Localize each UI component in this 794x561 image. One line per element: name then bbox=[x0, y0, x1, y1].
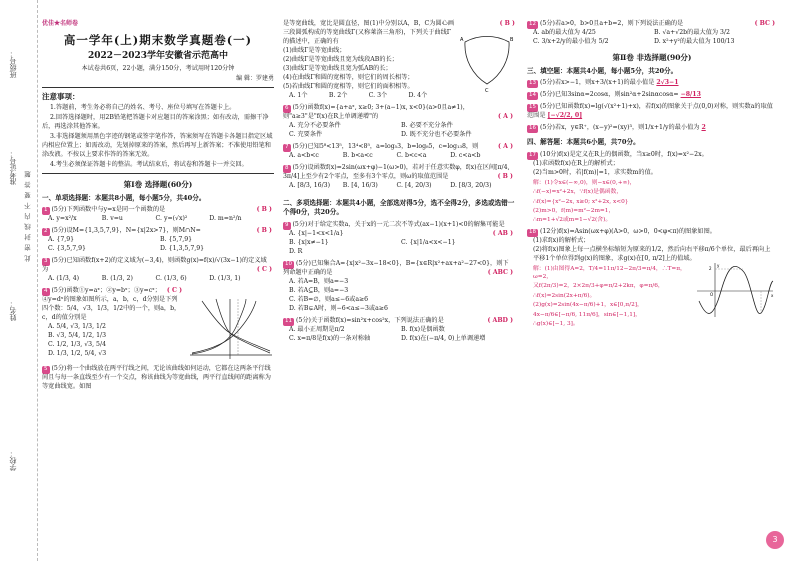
question-number: 3 bbox=[44, 258, 48, 265]
option: D. (1/3, 1) bbox=[209, 275, 241, 283]
question-number: 14 bbox=[529, 92, 536, 99]
option: A. {x|−1<x<1/a} bbox=[289, 229, 344, 237]
option: B. 若A⊆B，则a=−3 bbox=[289, 286, 349, 294]
option: A. 1个 bbox=[289, 91, 308, 99]
answer: ( C ) bbox=[166, 287, 182, 295]
question-7 bbox=[283, 143, 515, 161]
column-2 bbox=[283, 20, 515, 550]
notes-title: 注意事项： bbox=[42, 92, 80, 102]
question-text: 是等宽曲线，宽比是圆直径，图(1)中分别以A，B，C为圆心画三段圆弧构成的等宽曲线Γ(又称莱洛三角形)，下列关于曲线Γ的描述中，正确的有 bbox=[283, 20, 455, 45]
question-number: 15 bbox=[529, 104, 536, 111]
answer: ( B ) bbox=[499, 20, 515, 27]
question-18 bbox=[527, 228, 777, 329]
option: D. {1,3,5,7,9} bbox=[160, 245, 205, 253]
svg-text:y: y bbox=[717, 262, 720, 268]
solution-line: ∴f(−x)=x²+2x，∵f(x)是偶函数， bbox=[533, 189, 623, 196]
question-6 bbox=[283, 104, 515, 140]
option: B. 必要不充分条件 bbox=[401, 121, 453, 129]
exam-title: 高一学年(上)期末数学真题卷(一) bbox=[63, 32, 253, 47]
seal-line-text: 此 密 封 线 内 不 要 答 题 bbox=[24, 170, 32, 263]
sub-question: (2)当m>0时，若|f(m)|=1，求实数m的值。 bbox=[533, 168, 657, 176]
option: B. f(x)是偶函数 bbox=[401, 325, 445, 333]
option: D. 若B⊊A时，则−6<a≤−3或a≥6 bbox=[289, 304, 388, 312]
question-number: 1 bbox=[44, 207, 48, 214]
question-text: (10分)f(x)是定义在R上的偶函数，当x≥0时，f(x)=x²−2x。 bbox=[540, 150, 708, 158]
option: C. [4, 20/3) bbox=[396, 181, 432, 189]
option: D. c<a<b bbox=[450, 151, 481, 159]
question-12 bbox=[527, 20, 777, 47]
divider bbox=[42, 87, 274, 88]
question-number: 9 bbox=[285, 221, 289, 228]
answer: ( ABD ) bbox=[487, 316, 513, 324]
note-item: 2.回答选择题时，用2B铅笔把答题卡对应题目的答案涂黑；如有改动，需擦干净后，再选涂其他答案。 bbox=[42, 113, 269, 130]
option: A. 充分不必要条件 bbox=[289, 121, 341, 129]
question-text: (5分)已知函数f(x+2)的定义域为(−3,4)，则函数g(x)=f(x)/√(3x−1)的定义域为 bbox=[42, 257, 267, 274]
answer-blank: 2√3−1 bbox=[656, 79, 679, 87]
solve-title: 四、解答题：本题共6小题，共70分。 bbox=[527, 138, 640, 147]
exam-info: 本试卷共6页，22小题，满分150分，考试用时120分钟 bbox=[81, 65, 235, 73]
option: B. 2个 bbox=[328, 91, 348, 99]
option: C. 充要条件 bbox=[289, 130, 323, 138]
question-4 bbox=[42, 287, 274, 359]
solution-line: ∴g(x)∈[−1, 3]。 bbox=[533, 321, 579, 328]
question-number: 16 bbox=[529, 125, 536, 132]
question-number: 7 bbox=[285, 143, 289, 150]
option: C. (1/3, 6) bbox=[155, 275, 187, 283]
note-item: 1.答题前，考生务必将自己的姓名、考号、座位号填写在答题卡上。 bbox=[50, 103, 236, 111]
answer: ( ABC ) bbox=[487, 268, 513, 276]
answer: ( B ) bbox=[256, 206, 272, 214]
question-10 bbox=[283, 260, 515, 314]
page-number: 3 bbox=[766, 531, 784, 549]
solution-line: (2)m>0，f(m)=m²−2m=1， bbox=[533, 207, 615, 214]
question-13 bbox=[527, 79, 777, 88]
answer: ( A ) bbox=[498, 112, 513, 120]
question-11 bbox=[283, 317, 515, 344]
label-school: 学校： bbox=[9, 450, 17, 471]
option: C. y=(√x)² bbox=[155, 215, 188, 223]
answer-blank: −8/13 bbox=[680, 91, 701, 99]
option: C. 若B=∅，则a≤−6或a≥6 bbox=[289, 295, 369, 303]
question-number: 6 bbox=[285, 104, 289, 111]
option: C. 1/2, 1/3, √3, 5/4 bbox=[48, 341, 107, 349]
statement: (1)曲线Γ是等宽曲线； bbox=[283, 46, 346, 54]
binding-strip bbox=[0, 0, 38, 561]
solution-line: ∴m=1+√2或m=1−√2(舍)。 bbox=[533, 217, 612, 224]
option: A. a<b<c bbox=[289, 151, 319, 159]
solution-line: 解：(1)由图得A=2，T/4=11π/12−2π/3=π/4，∴T=π，ω=2， bbox=[533, 265, 686, 281]
multi-choice-title: 二、多项选择题：本题共4小题，全部选对得5分，选不全得2分，多选或选错一个得0分，共20分。 bbox=[283, 198, 515, 217]
svg-text:A: A bbox=[460, 37, 464, 43]
question-9 bbox=[283, 221, 515, 257]
sine-graph bbox=[695, 261, 775, 319]
sub-question: (1)求f(x)的解析式； bbox=[533, 236, 590, 244]
solution-line: ∴f(x)=2sin(2x+π/6)。 bbox=[533, 292, 596, 299]
reuleaux-triangle-figure bbox=[459, 32, 515, 102]
statement: (3)曲线Γ是等宽曲线且宽为弧AB的长； bbox=[283, 64, 392, 72]
question-text: (5分)函数①y=aˣ；②y=bˣ；③y=cˣ；④y=dˣ的图象如图所示，a，b，c，d分别是下列四个数：5/4，√3，1/3，1/2中的一个，则a，b，c，d的值分别是 bbox=[42, 287, 181, 322]
column-1 bbox=[42, 20, 274, 550]
question-17 bbox=[527, 151, 777, 225]
option: C. 3/x+2/y的最小值为 5/2 bbox=[533, 37, 609, 45]
question-text: (5分)已知5⁸<13⁵，13⁴<8⁵，a=log₅3，b=log₈5，c=log₁₃8，则 bbox=[292, 142, 479, 150]
question-5 bbox=[42, 365, 274, 392]
option: A. ab的最大值为 4/25 bbox=[533, 28, 596, 36]
part2-title: 第Ⅱ卷 非选择题(90分) bbox=[612, 52, 692, 62]
question-text: (5分)关于函数f(x)=sin²x+cos²x，下列说法正确的是 bbox=[296, 316, 444, 324]
solution-line: 解：(1)令x∈(−∞,0)，则−x∈(0,+∞)， bbox=[533, 179, 636, 186]
question-text: (5分)已知集合A={x|x²−3x−18<0}，B={x∈R|x²+ax+a²−27<0}，则下列命题中正确的是 bbox=[283, 259, 509, 276]
option: C. x=π/8是f(x)的一条对称轴 bbox=[289, 334, 371, 342]
statement: (2)曲线Γ是等宽曲线且宽为线段AB的长； bbox=[283, 55, 398, 63]
option: C. 3个 bbox=[368, 91, 388, 99]
option: B. v=u bbox=[101, 215, 123, 223]
option: B. b<a<c bbox=[342, 151, 373, 159]
question-text: (5分)对于给定实数a，关于x的一元二次不等式(ax−1)(x+1)<0的解集可能是 bbox=[292, 220, 505, 228]
question-text: (5分)已知函数f(x)=lg(√(x²+1)+x)，若f(x)的图象关于点(0,0)对称，则实数a的取值范围是 bbox=[527, 103, 773, 120]
option: C. {3,5,7,9} bbox=[48, 245, 86, 253]
question-number: 12 bbox=[529, 21, 536, 27]
option: A. (1/3, 4) bbox=[48, 275, 80, 283]
svg-text:x: x bbox=[771, 292, 774, 298]
question-16 bbox=[527, 124, 777, 133]
answer: ( BC ) bbox=[754, 20, 775, 27]
option: C. b<c<a bbox=[396, 151, 427, 159]
question-number: 8 bbox=[285, 164, 289, 171]
answer: ( AB ) bbox=[492, 229, 513, 237]
sub-question: (2)将f(x)图象上每一点横坐标缩短为原来的1/2，然后向右平移π/6个单位，最后再向上平移1个单位得到g(x)的图象，求g(x)在[0, π/2]上的值域。 bbox=[533, 245, 771, 262]
question-text: (5分)将一个曲线放在两平行线之间，无论该曲线如何运动，它都在这两条平行线间且与每一条直线至少有一个交点，称该曲线为等宽曲线，两平行直线间的距离称为等宽曲线宽。如图 bbox=[42, 365, 271, 390]
answer: ( C ) bbox=[256, 266, 272, 274]
option: A. {7,9} bbox=[48, 236, 75, 244]
statement: (5)若曲线Γ和圆的宽相等，则它们的面积相等。 bbox=[283, 82, 414, 90]
question-1 bbox=[42, 206, 274, 224]
svg-text:B: B bbox=[510, 37, 514, 43]
editor-credit: 编 辑：罗建勇 bbox=[236, 75, 274, 83]
option: D. f(x)在(−π/4, 0)上单调递增 bbox=[401, 334, 486, 342]
note-item: 3.非选择题须用黑色字迹的钢笔或签字笔作答，答案须写在答题卡各题目指定区域内相应位置上；如需改动，先划掉原来的答案，然后再写上新答案；不准使用铅笔和涂改液。不按以上要求作答的答案无效。 bbox=[42, 132, 273, 158]
option: A. y=x²/x bbox=[48, 215, 77, 223]
option: B. (1/3, 2) bbox=[101, 275, 133, 283]
question-number: 10 bbox=[285, 260, 292, 267]
option: B. [4, 16/3) bbox=[342, 181, 378, 189]
option: A. 5/4, √3, 1/3, 1/2 bbox=[48, 323, 106, 331]
question-number: 13 bbox=[529, 80, 536, 87]
question-number: 5 bbox=[44, 366, 48, 373]
solution-line: 4x−π/6∈[−π/6, 11π/6]，sin∈[−1,1]， bbox=[533, 311, 641, 318]
divider bbox=[42, 173, 274, 174]
solution-line: 又f(2π/3)=2，2×2π/3+φ=π/2+2kπ，φ=π/6， bbox=[533, 283, 664, 290]
option: D. 1/3, 1/2, 5/4, √3 bbox=[48, 350, 107, 358]
question-15 bbox=[527, 103, 777, 121]
option: B. √3, 5/4, 1/2, 1/3 bbox=[48, 332, 107, 340]
option: D. m=n²/n bbox=[209, 215, 242, 223]
question-14 bbox=[527, 91, 777, 100]
option: C. {x|1/a<x<−1} bbox=[401, 238, 456, 246]
label-class: 班级号： bbox=[9, 50, 17, 78]
question-text: (5分)若x，y∈R⁺，(x−y)²=(xy)³，则1/x+1/y的最小值为 bbox=[540, 124, 700, 132]
svg-text:2: 2 bbox=[709, 265, 712, 271]
note-item: 4.考生必须保证答题卡的整洁。考试结束后，将试卷和答题卡一并交回。 bbox=[50, 160, 248, 168]
single-choice-title: 一、单项选择题：本题共8小题，每小题5分，共40分。 bbox=[42, 193, 206, 202]
answer: ( B ) bbox=[256, 227, 272, 235]
question-text: (5分)若x>−1，则x+3/(x+1)的最小值是 bbox=[540, 79, 655, 87]
statement: (4)在曲线Γ和圆的宽相等，则它们的周长相等； bbox=[283, 73, 414, 81]
question-3 bbox=[42, 257, 274, 284]
brand-label: 优佳★名师卷 bbox=[42, 20, 79, 27]
question-text: (5分)下列函数中与y=x是同一个函数的是 bbox=[51, 206, 166, 214]
question-number: 4 bbox=[44, 288, 48, 295]
label-name: 姓名： bbox=[9, 300, 17, 321]
question-number: 2 bbox=[44, 228, 48, 235]
option: D. 既不充分也不必要条件 bbox=[401, 130, 472, 138]
solution-line: ∴f(x)={x²−2x, x≥0; x²+2x, x<0} bbox=[533, 198, 629, 205]
svg-text:O: O bbox=[710, 291, 714, 297]
question-text: (12分)f(x)=Asin(ωx+φ)(A>0，ω>0，0<φ<π)的图象如图。 bbox=[540, 227, 716, 235]
sub-question: (1)求函数f(x)在R上的解析式； bbox=[533, 159, 619, 167]
label-exam-id: 准考证号： bbox=[9, 150, 17, 185]
answer: ( B ) bbox=[497, 172, 513, 180]
option: A. 若A=B，则a=−3 bbox=[289, 277, 349, 285]
question-text: (5分)已知3sinα=2cosα，则sin²α+2sinαcosα= bbox=[540, 91, 679, 99]
exponential-graph bbox=[186, 297, 274, 363]
question-2 bbox=[42, 227, 274, 254]
question-text: (5分)若a>0，b>0且a+b=2，则下列说法正确的是 bbox=[540, 20, 684, 27]
answer: ( A ) bbox=[498, 142, 513, 150]
option: D. R bbox=[289, 247, 303, 255]
option: D. [8/3, 20/3) bbox=[450, 181, 492, 189]
part1-title: 第Ⅰ卷 选择题(60分) bbox=[123, 179, 193, 189]
exam-subtitle: 2022－2023学年安徽省示范高中 bbox=[87, 51, 229, 62]
option: D. 4个 bbox=[408, 91, 428, 99]
option: B. {x|x≠−1} bbox=[289, 238, 329, 246]
option: A. [8/3, 16/3) bbox=[289, 181, 331, 189]
question-8 bbox=[283, 164, 515, 191]
option: A. 最小正周期是π/2 bbox=[289, 325, 345, 333]
answer-blank: 2 bbox=[701, 124, 706, 132]
solution-line: (2)g(x)=2sin(4x−π/6)+1，x∈[0,π/2]， bbox=[533, 302, 643, 309]
question-number: 17 bbox=[529, 151, 536, 158]
question-number: 11 bbox=[285, 317, 292, 324]
question-number: 18 bbox=[529, 228, 536, 235]
svg-text:C: C bbox=[485, 88, 489, 94]
fill-blank-title: 三、填空题：本题共4小题，每小题5分，共20分。 bbox=[527, 66, 678, 75]
question-text: (5分)设M={1,3,5,7,9}，N={x|2x>7}，则M∩N= bbox=[51, 227, 201, 235]
option: B. √a+√2b的最大值为 3/2 bbox=[654, 28, 730, 36]
option: D. x²+y²的最大值为 100/13 bbox=[654, 37, 735, 45]
question-5-continued bbox=[283, 20, 515, 101]
column-3 bbox=[527, 20, 777, 550]
answer-blank: [−√2/2, 0] bbox=[547, 112, 583, 120]
option: B. {5,7,9} bbox=[160, 236, 193, 244]
question-text: (5分)设函数f(x)=2sin(ωx+φ)−1(ω>0)，若对于任意实数φ，f(x)在区间[π/4, 3π/4]上至少有2个零点，至多有3个零点，则ω的取值范围是 bbox=[283, 163, 510, 180]
question-text: (5分)函数f(x)={a+aˣ, x≥0; 3+(a−1)x, x<0}(a>0且a≠1)，则"a≥3"是"f(x)在R上单调递增"的 bbox=[283, 103, 469, 120]
